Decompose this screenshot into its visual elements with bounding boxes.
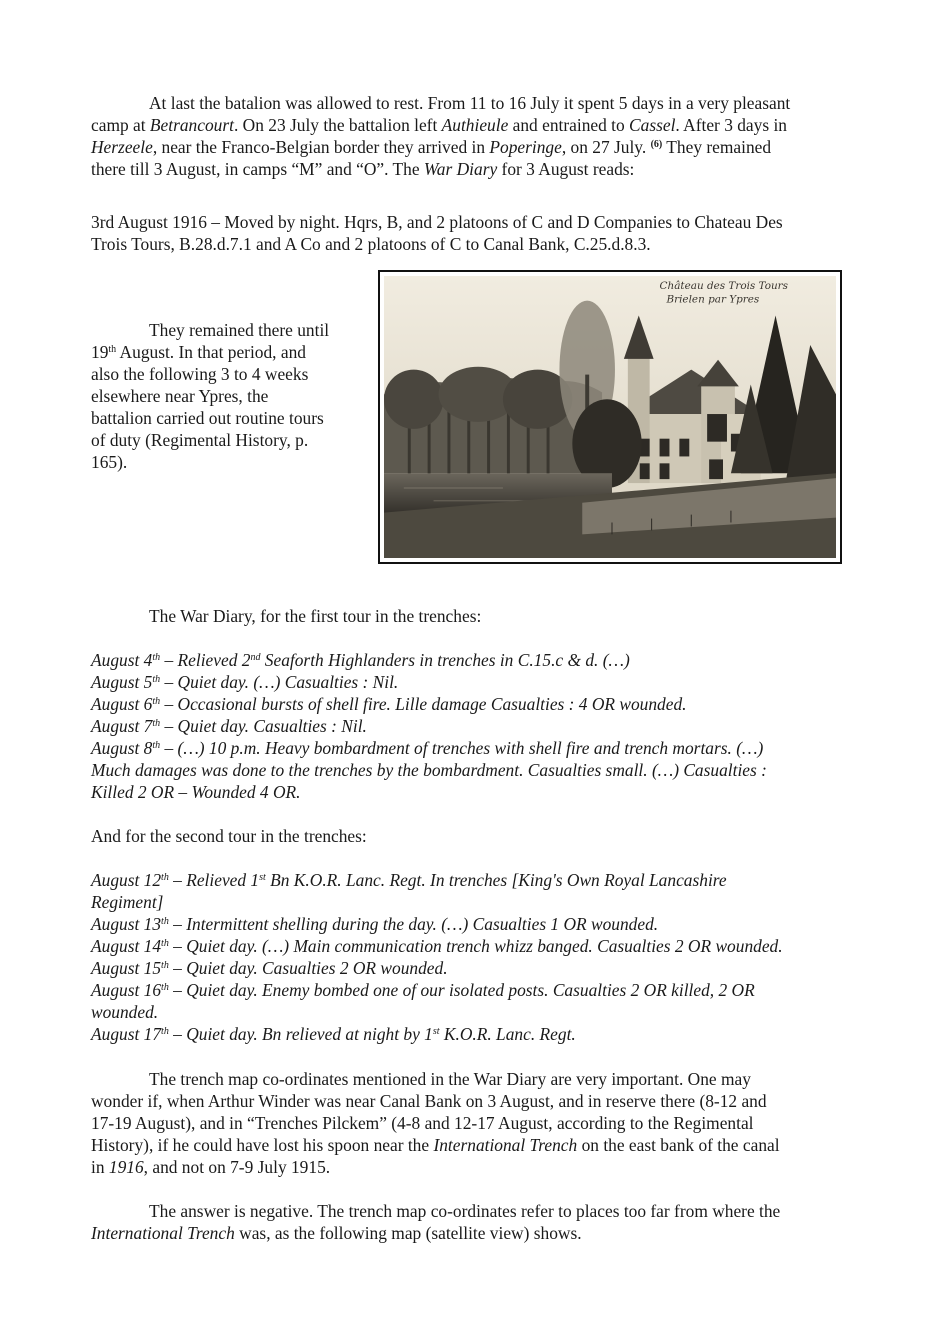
text-line: And for the second tour in the trenches: (91, 826, 367, 846)
text-line: 17-19 August), and in “Trenches Pilckem” (4-8 and 12-17 August, according to the Regimental (91, 1113, 754, 1133)
text-line: International Trench was, as the following map (satellite view) shows. (91, 1223, 582, 1243)
diary-entry: August 14th – Quiet day. (…) Main communication trench whizz banged. Casualties 2 OR wounded. (91, 936, 783, 956)
diary-entry: August 4th – Relieved 2nd Seaforth Highlanders in trenches in C.15.c & d. (…) (91, 650, 630, 670)
text-line: 19th August. In that period, and (91, 342, 306, 362)
text-line: wonder if, when Arthur Winder was near Canal Bank on 3 August, and in reserve there (8-12 and (91, 1091, 767, 1111)
text-line: 165). (91, 452, 128, 472)
text-line: Herzeele, near the Franco-Belgian border they arrived in Poperinge, on 27 July. $^{(6)}$ They remained (91, 137, 772, 157)
diary-entry: August 8th – (…) 10 p.m. Heavy bombardment of trenches with shell fire and trench mortars. (…) (91, 738, 764, 758)
diary-quote-3-august (91, 211, 871, 255)
place-poperinge: Poperinge (489, 137, 562, 157)
text-line: At last the batalion was allowed to rest. From 11 to 16 July it spent 5 days in a very pleasant (149, 93, 791, 113)
diary-entry: August 12th – Relieved 1st Bn K.O.R. Lanc. Regt. In trenches [King's Own Royal Lancashire (91, 870, 727, 890)
text-line: The answer is negative. The trench map co-ordinates refer to places too far from where the (149, 1201, 781, 1221)
place-herzeele: Herzeele (91, 137, 153, 157)
diary-entry: August 17th – Quiet day. Bn relieved at night by 1st K.O.R. Lanc. Regt. (91, 1024, 576, 1044)
diary-entry-continued: Much damages was done to the trenches by the bombardment. Casualties small. (…) Casualties : (91, 760, 767, 780)
text-line: also the following 3 to 4 weeks (91, 364, 309, 384)
diary-entry: August 6th – Occasional bursts of shell fire. Lille damage Casualties : 4 OR wounded. (91, 694, 687, 714)
text-line: 3rd August 1916 – Moved by night. Hqrs, B, and 2 platoons of C and D Companies to Chateau Des (91, 212, 783, 232)
footnote-ref: (6) (650, 139, 663, 150)
text-line: History), if he could have lost his spoon near the International Trench on the east bank of the canal (91, 1135, 780, 1155)
text-line: in 1916, and not on 7-9 July 1915. (91, 1157, 331, 1177)
text-line: elsewhere near Ypres, the (91, 386, 269, 406)
first-tour-diary (91, 649, 871, 803)
text-line: They remained there until (149, 320, 330, 340)
chateau-illustration (384, 276, 836, 558)
text-line: The trench map co-ordinates mentioned in the War Diary are very important. One may (149, 1069, 751, 1089)
diary-entry: August 5th – Quiet day. (…) Casualties : Nil. (91, 672, 399, 692)
place-betrancourt: Betrancourt (149, 115, 234, 135)
text-line: The War Diary, for the first tour in the trenches: (149, 606, 482, 626)
intro-paragraph (91, 92, 871, 180)
place-cassel: Cassel (629, 115, 676, 135)
text-line: Trois Tours, B.28.d.7.1 and A Co and 2 platoons of C to Canal Bank, C.25.d.8.3. (91, 234, 651, 254)
diary-entry: August 16th – Quiet day. Enemy bombed one of our isolated posts. Casualties 2 OR killed, 2 OR (91, 980, 755, 1000)
diary-entry: August 13th – Intermittent shelling during the day. (…) Casualties 1 OR wounded. (91, 914, 659, 934)
answer-paragraph (91, 1200, 871, 1244)
diary-entry-continued: wounded. (91, 1002, 159, 1022)
place-authieule: Authieule (441, 115, 509, 135)
postcard-caption-place: Brielen par Ypres (666, 293, 760, 306)
text-line: there till 3 August, in camps “M” and “O”. The War Diary for 3 August reads: (91, 159, 635, 179)
postcard-caption-title: Château des Trois Tours (659, 279, 788, 292)
war-diary-title: War Diary (423, 159, 498, 179)
second-tour-diary (91, 869, 871, 1045)
side-paragraph (91, 319, 361, 473)
chateau-postcard-photo (378, 270, 842, 564)
diary-entry-continued: Regiment] (91, 892, 164, 912)
diary-entry: August 7th – Quiet day. Casualties : Nil. (91, 716, 367, 736)
text-line: of duty (Regimental History, p. (91, 430, 309, 450)
second-tour-intro (91, 825, 871, 847)
text-line: camp at Betrancourt. On 23 July the battalion left Authieule and entrained to Cassel. After 3 days in (91, 115, 787, 135)
first-tour-intro (91, 605, 871, 627)
text-line: battalion carried out routine tours (91, 408, 324, 428)
coordinates-paragraph (91, 1068, 871, 1178)
diary-entry-continued: Killed 2 OR – Wounded 4 OR. (91, 782, 301, 802)
diary-entry: August 15th – Quiet day. Casualties 2 OR wounded. (91, 958, 448, 978)
